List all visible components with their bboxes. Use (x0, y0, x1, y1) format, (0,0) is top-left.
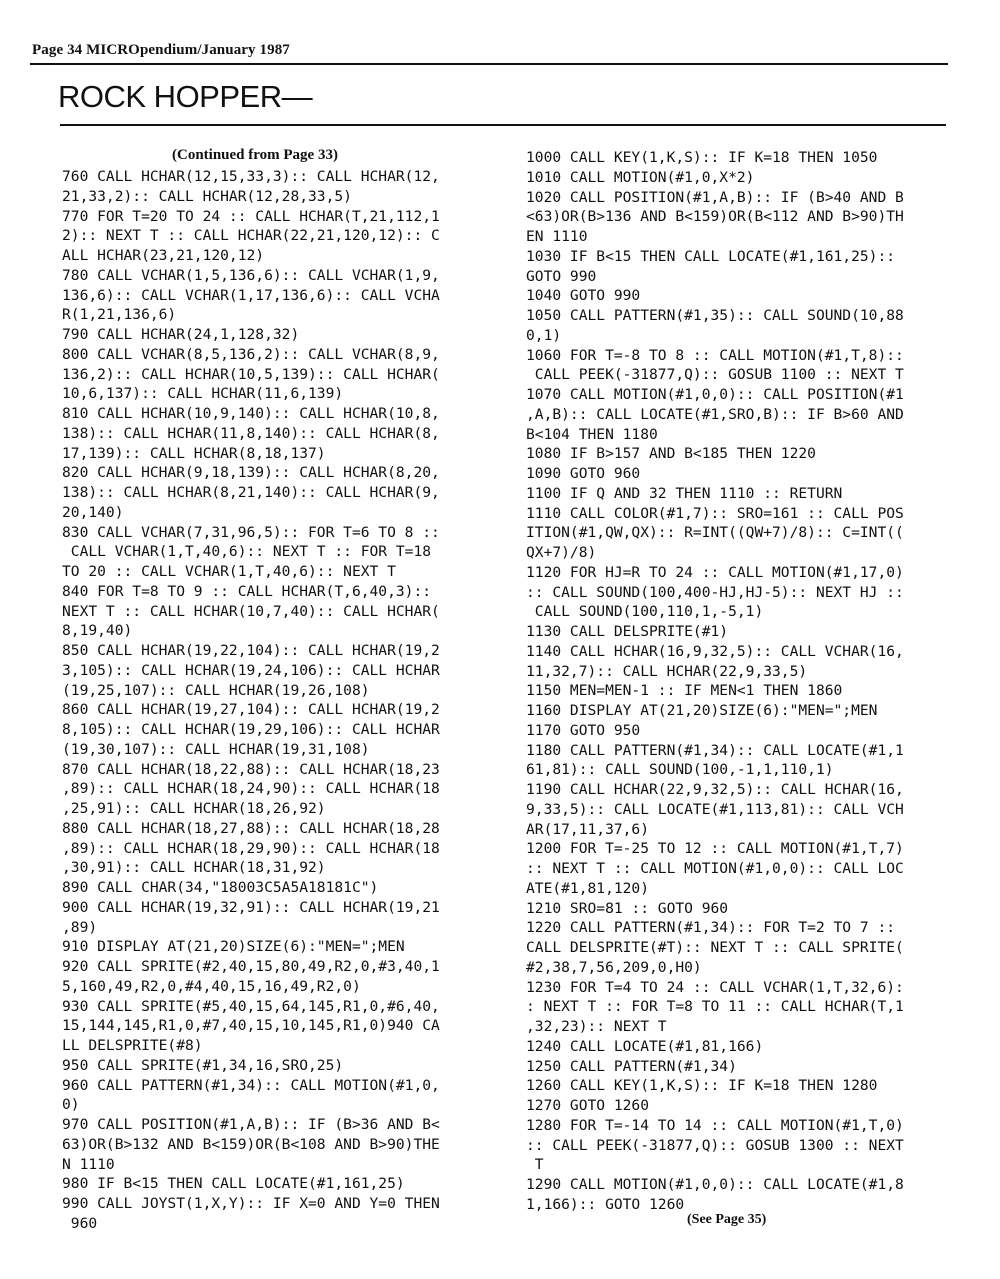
code-line: B<104 THEN 1180 (526, 425, 658, 443)
code-line: CALL PEEK(-31877,Q):: GOSUB 1100 :: NEXT T (526, 366, 904, 384)
code-line: T (526, 1156, 544, 1174)
code-line: ,32,23):: NEXT T (526, 1018, 667, 1035)
code-line: 1170 GOTO 950 (526, 721, 641, 739)
code-line: 1150 MEN=MEN-1 :: IF MEN<1 THEN 1860 (526, 682, 843, 700)
code-line: 136,2):: CALL HCHAR(10,5,139):: CALL HCHAR( (62, 365, 440, 383)
code-line: 1130 CALL DELSPRITE(#1) (526, 623, 729, 640)
code-line: 950 CALL SPRITE(#1,34,16,SRO,25) (62, 1056, 344, 1074)
code-line: ITION(#1,QW,QX):: R=INT((QW+7)/8):: C=INT(( (526, 524, 904, 542)
code-line: ,89):: CALL HCHAR(18,24,90):: CALL HCHAR(18 (62, 780, 440, 798)
code-line: GOTO 990 (526, 267, 597, 285)
code-line: 1060 FOR T=-8 TO 8 :: CALL MOTION(#1,T,8):: (526, 346, 904, 364)
code-line: ,30,91):: CALL HCHAR(18,31,92) (62, 859, 326, 877)
code-line: 1030 IF B<15 THEN CALL LOCATE(#1,161,25):: (526, 247, 896, 265)
code-line: 1080 IF B>157 AND B<185 THEN 1220 (526, 445, 816, 463)
code-line: 830 CALL VCHAR(7,31,96,5):: FOR T=6 TO 8 :: (62, 523, 440, 541)
code-line: 1000 CALL KEY(1,K,S):: IF K=18 THEN 1050 (526, 149, 878, 166)
code-line: 21,33,2):: CALL HCHAR(12,28,33,5) (62, 187, 352, 205)
code-listing-right-column (526, 148, 904, 1215)
code-line: #2,38,7,56,209,0,H0) (526, 958, 702, 976)
code-line: 1,166):: GOTO 1260 (526, 1195, 685, 1213)
code-line: 1260 CALL KEY(1,K,S):: IF K=18 THEN 1280 (526, 1077, 878, 1095)
code-line: :: NEXT T :: CALL MOTION(#1,0,0):: CALL LOC (526, 860, 904, 877)
code-line: 1250 CALL PATTERN(#1,34) (526, 1057, 737, 1075)
title-rule (60, 124, 946, 126)
code-line: 1180 CALL PATTERN(#1,34):: CALL LOCATE(#1,1 (526, 741, 904, 759)
code-line: 990 CALL JOYST(1,X,Y):: IF X=0 AND Y=0 THEN (62, 1195, 440, 1212)
continued-note: (Continued from Page 33) (172, 147, 338, 163)
code-line: 15,144,145,R1,0,#7,40,15,10,145,R1,0)940 CA (62, 1017, 440, 1035)
code-line: 770 FOR T=20 TO 24 :: CALL HCHAR(T,21,112,1 (62, 207, 440, 225)
code-line: ,25,91):: CALL HCHAR(18,26,92) (62, 800, 326, 817)
code-line: 1100 IF Q AND 32 THEN 1110 :: RETURN (526, 484, 843, 502)
code-line: 1110 CALL COLOR(#1,7):: SRO=161 :: CALL POS (526, 504, 904, 522)
code-line: 9,33,5):: CALL LOCATE(#1,113,81):: CALL VCH (526, 800, 904, 818)
code-line: QX+7)/8) (526, 544, 597, 561)
code-line: 1040 GOTO 990 (526, 287, 641, 305)
code-line: LL DELSPRITE(#8) (62, 1037, 203, 1054)
code-line: 20,140) (62, 503, 124, 521)
code-line: AR(17,11,37,6) (526, 820, 650, 838)
code-line: 870 CALL HCHAR(18,22,88):: CALL HCHAR(18,23 (62, 760, 440, 778)
code-line: 1190 CALL HCHAR(22,9,32,5):: CALL HCHAR(16, (526, 781, 904, 798)
code-line: 63)OR(B>132 AND B<159)OR(B<108 AND B>90)THE (62, 1135, 440, 1153)
header-rule (30, 63, 948, 65)
code-line: 138):: CALL HCHAR(8,21,140):: CALL HCHAR(9, (62, 484, 440, 501)
code-line: 800 CALL VCHAR(8,5,136,2):: CALL VCHAR(8,9, (62, 345, 440, 363)
code-line: ,89):: CALL HCHAR(18,29,90):: CALL HCHAR(18 (62, 839, 440, 857)
code-line: ATE(#1,81,120) (526, 879, 650, 897)
code-line: 910 DISPLAY AT(21,20)SIZE(6):"MEN=";MEN (62, 938, 405, 956)
code-line: 2):: NEXT T :: CALL HCHAR(22,21,120,12):: C (62, 227, 440, 245)
code-line: 1020 CALL POSITION(#1,A,B):: IF (B>40 AND B (526, 188, 904, 206)
code-line: 850 CALL HCHAR(19,22,104):: CALL HCHAR(19,2 (62, 642, 440, 659)
see-page-note: (See Page 35) (687, 1212, 767, 1227)
code-line: (19,25,107):: CALL HCHAR(19,26,108) (62, 681, 370, 699)
code-line: 890 CALL CHAR(34,"18003C5A5A18181C") (62, 879, 379, 896)
code-line: 11,32,7):: CALL HCHAR(22,9,33,5) (526, 662, 808, 680)
code-line: 136,6):: CALL VCHAR(1,17,136,6):: CALL VCHA (62, 286, 440, 304)
code-line: 900 CALL HCHAR(19,32,91):: CALL HCHAR(19,21 (62, 898, 440, 916)
code-line: 138):: CALL HCHAR(11,8,140):: CALL HCHAR(8, (62, 424, 440, 442)
code-line: 17,139):: CALL HCHAR(8,18,137) (62, 444, 326, 462)
code-line: 1140 CALL HCHAR(16,9,32,5):: CALL VCHAR(16, (526, 642, 904, 660)
code-line: ALL HCHAR(23,21,120,12) (62, 247, 265, 264)
code-line: 810 CALL HCHAR(10,9,140):: CALL HCHAR(10,8, (62, 405, 440, 422)
code-line: 920 CALL SPRITE(#2,40,15,80,49,R2,0,#3,40,1 (62, 958, 440, 975)
code-line: 1050 CALL PATTERN(#1,35):: CALL SOUND(10,88 (526, 307, 904, 324)
code-line: 960 (62, 1214, 98, 1232)
code-line: 8,105):: CALL HCHAR(19,29,106):: CALL HCHAR (62, 721, 440, 738)
code-line: 790 CALL HCHAR(24,1,128,32) (62, 326, 300, 343)
code-line: R(1,21,136,6) (62, 306, 177, 324)
code-line: TO 20 :: CALL VCHAR(1,T,40,6):: NEXT T (62, 563, 396, 580)
code-line: 1200 FOR T=-25 TO 12 :: CALL MOTION(#1,T,7) (526, 840, 904, 858)
code-line: 1010 CALL MOTION(#1,0,X*2) (526, 168, 755, 186)
code-line: 1070 CALL MOTION(#1,0,0):: CALL POSITION(#1 (526, 386, 904, 403)
code-line: 760 CALL HCHAR(12,15,33,3):: CALL HCHAR(12, (62, 168, 440, 185)
code-line: N 1110 (62, 1155, 115, 1173)
code-line: 860 CALL HCHAR(19,27,104):: CALL HCHAR(19,2 (62, 701, 440, 719)
code-line: ,89) (62, 918, 98, 936)
code-line: ,A,B):: CALL LOCATE(#1,SRO,B):: IF B>60 AND (526, 405, 904, 423)
code-line: 1240 CALL LOCATE(#1,81,166) (526, 1037, 764, 1055)
code-line: 1280 FOR T=-14 TO 14 :: CALL MOTION(#1,T,0) (526, 1116, 904, 1134)
code-line: :: CALL PEEK(-31877,Q):: GOSUB 1300 :: NEXT (526, 1136, 904, 1154)
code-line: 61,81):: CALL SOUND(100,-1,1,110,1) (526, 761, 834, 779)
code-line: 820 CALL HCHAR(9,18,139):: CALL HCHAR(8,20, (62, 464, 440, 482)
code-line: CALL DELSPRITE(#T):: NEXT T :: CALL SPRITE( (526, 939, 904, 956)
code-line: 1120 FOR HJ=R TO 24 :: CALL MOTION(#1,17,0) (526, 563, 904, 581)
code-line: 3,105):: CALL HCHAR(19,24,106):: CALL HCHAR (62, 661, 440, 679)
code-line: 1210 SRO=81 :: GOTO 960 (526, 899, 729, 917)
code-line: 8,19,40) (62, 622, 133, 640)
code-line: 1160 DISPLAY AT(21,20)SIZE(6):"MEN=";MEN (526, 702, 878, 719)
code-line: NEXT T :: CALL HCHAR(10,7,40):: CALL HCHAR( (62, 602, 440, 620)
code-line: 1090 GOTO 960 (526, 465, 641, 482)
article-title: ROCK HOPPER— (58, 79, 313, 114)
code-line: 5,160,49,R2,0,#4,40,15,16,49,R2,0) (62, 977, 361, 995)
code-line: 1220 CALL PATTERN(#1,34):: FOR T=2 TO 7 :: (526, 919, 896, 937)
code-line: 840 FOR T=8 TO 9 :: CALL HCHAR(T,6,40,3):: (62, 582, 432, 600)
code-line: EN 1110 (526, 228, 588, 245)
code-line: 970 CALL POSITION(#1,A,B):: IF (B>36 AND B< (62, 1116, 440, 1133)
code-line: CALL VCHAR(1,T,40,6):: NEXT T :: FOR T=18 (62, 543, 432, 561)
code-line: 930 CALL SPRITE(#5,40,15,64,145,R1,0,#6,40, (62, 997, 440, 1015)
code-line: 1290 CALL MOTION(#1,0,0):: CALL LOCATE(#1,8 (526, 1176, 904, 1193)
code-line: 10,6,137):: CALL HCHAR(11,6,139) (62, 385, 344, 403)
code-line: 880 CALL HCHAR(18,27,88):: CALL HCHAR(18,28 (62, 819, 440, 837)
code-line: 1230 FOR T=4 TO 24 :: CALL VCHAR(1,T,32,6): (526, 978, 904, 996)
code-line: CALL SOUND(100,110,1,-5,1) (526, 603, 764, 621)
code-line: 0,1) (526, 326, 562, 344)
code-line: (19,30,107):: CALL HCHAR(19,31,108) (62, 740, 370, 758)
code-line: <63)OR(B>136 AND B<159)OR(B<112 AND B>90)TH (526, 208, 904, 226)
code-line: 980 IF B<15 THEN CALL LOCATE(#1,161,25) (62, 1175, 405, 1193)
running-head: Page 34 MICROpendium/January 1987 (32, 42, 290, 58)
code-line: : NEXT T :: FOR T=8 TO 11 :: CALL HCHAR(T,1 (526, 998, 904, 1016)
code-line: 0) (62, 1096, 80, 1114)
code-line: :: CALL SOUND(100,400-HJ,HJ-5):: NEXT HJ :: (526, 583, 904, 601)
code-line: 780 CALL VCHAR(1,5,136,6):: CALL VCHAR(1,9, (62, 266, 440, 284)
code-listing-left-column (62, 167, 440, 1234)
code-line: 1270 GOTO 1260 (526, 1097, 650, 1114)
code-line: 960 CALL PATTERN(#1,34):: CALL MOTION(#1,0, (62, 1076, 440, 1094)
